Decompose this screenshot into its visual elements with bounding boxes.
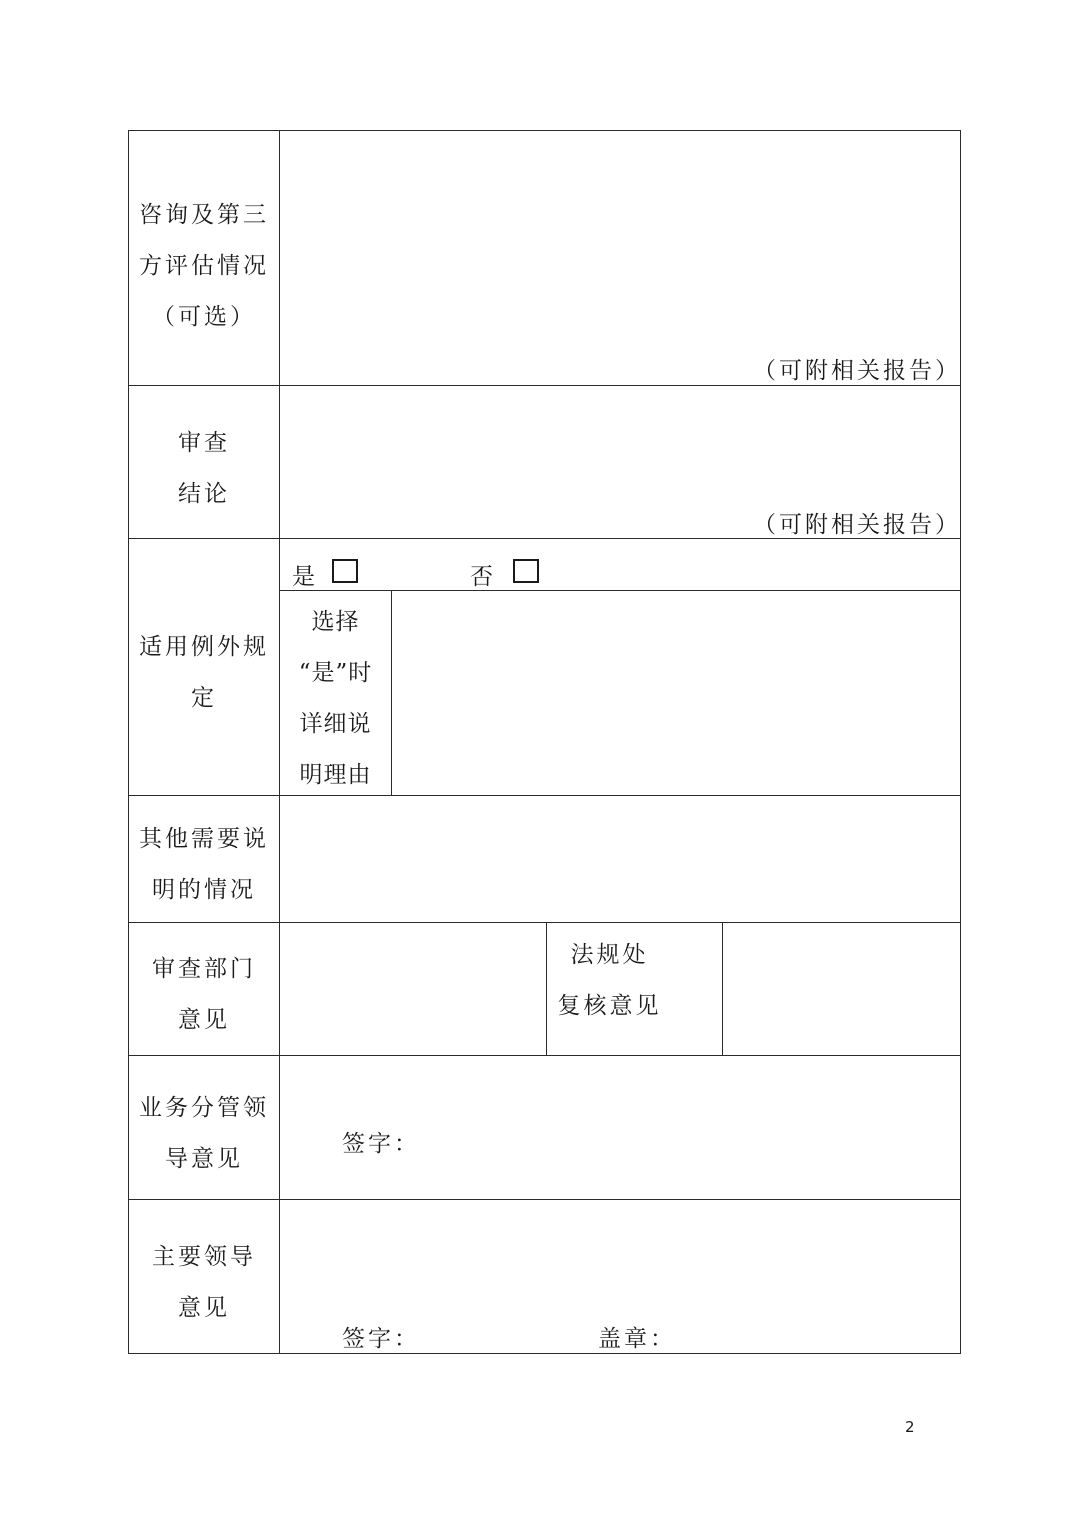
table-border-top xyxy=(128,130,961,131)
reason-column-divider xyxy=(391,590,392,795)
legal-review-label-line: 复核意见 xyxy=(557,993,662,1019)
table-border-right xyxy=(960,130,961,1354)
reason-label-line: 详细说 xyxy=(299,711,372,737)
other-label xyxy=(129,814,279,916)
consult-label-line: 方评估情况 xyxy=(139,253,269,279)
chief-label-line: 主要领导 xyxy=(152,1244,256,1270)
leader-signature-label: 签字： xyxy=(342,1131,420,1157)
review-label-line: 结论 xyxy=(178,481,230,507)
other-label-line: 明的情况 xyxy=(152,877,256,903)
dept-label-line: 意见 xyxy=(178,1007,230,1033)
review-label-line: 审查 xyxy=(178,430,230,456)
no-label: 否 xyxy=(470,564,496,590)
exception-label-line: 适用例外规 xyxy=(139,634,269,660)
review-label xyxy=(129,418,279,520)
dept-label xyxy=(129,944,279,1046)
row-divider xyxy=(128,795,961,796)
consult-label-line: 咨询及第三 xyxy=(139,202,269,228)
row-divider xyxy=(128,1055,961,1056)
reason-label-line: “是”时 xyxy=(298,660,373,686)
page-number: 2 xyxy=(905,1418,915,1436)
consult-attachment-note: （可附相关报告） xyxy=(753,358,961,384)
row-divider xyxy=(128,385,961,386)
reason-label-line: 明理由 xyxy=(299,762,372,788)
leader-label-line: 导意见 xyxy=(165,1146,243,1172)
leader-label-line: 业务分管领 xyxy=(139,1095,269,1121)
table-border-bottom xyxy=(128,1353,961,1354)
reason-label xyxy=(280,597,391,801)
no-checkbox[interactable] xyxy=(513,559,539,583)
leader-label xyxy=(129,1083,279,1185)
row-divider xyxy=(128,1199,961,1200)
other-label-line: 其他需要说 xyxy=(139,826,269,852)
legal-review-label-line: 法规处 xyxy=(570,942,649,968)
reason-label-line: 选择 xyxy=(311,609,360,635)
chief-signature-label: 签字： xyxy=(342,1326,420,1352)
legal-review-label xyxy=(547,930,672,1032)
dept-column-divider xyxy=(722,922,723,1055)
row-divider xyxy=(279,590,961,591)
consult-label xyxy=(129,190,279,343)
yes-label: 是 xyxy=(292,564,318,590)
consult-label-line: （可选） xyxy=(152,304,256,330)
review-attachment-note: （可附相关报告） xyxy=(753,512,961,538)
review-form-table xyxy=(128,130,961,1354)
yes-checkbox[interactable] xyxy=(332,559,358,583)
exception-label xyxy=(129,622,279,724)
dept-label-line: 审查部门 xyxy=(152,956,256,982)
row-divider xyxy=(128,922,961,923)
exception-label-line: 定 xyxy=(191,685,217,711)
chief-label xyxy=(129,1232,279,1334)
chief-seal-label: 盖章： xyxy=(598,1326,676,1352)
chief-label-line: 意见 xyxy=(178,1295,230,1321)
